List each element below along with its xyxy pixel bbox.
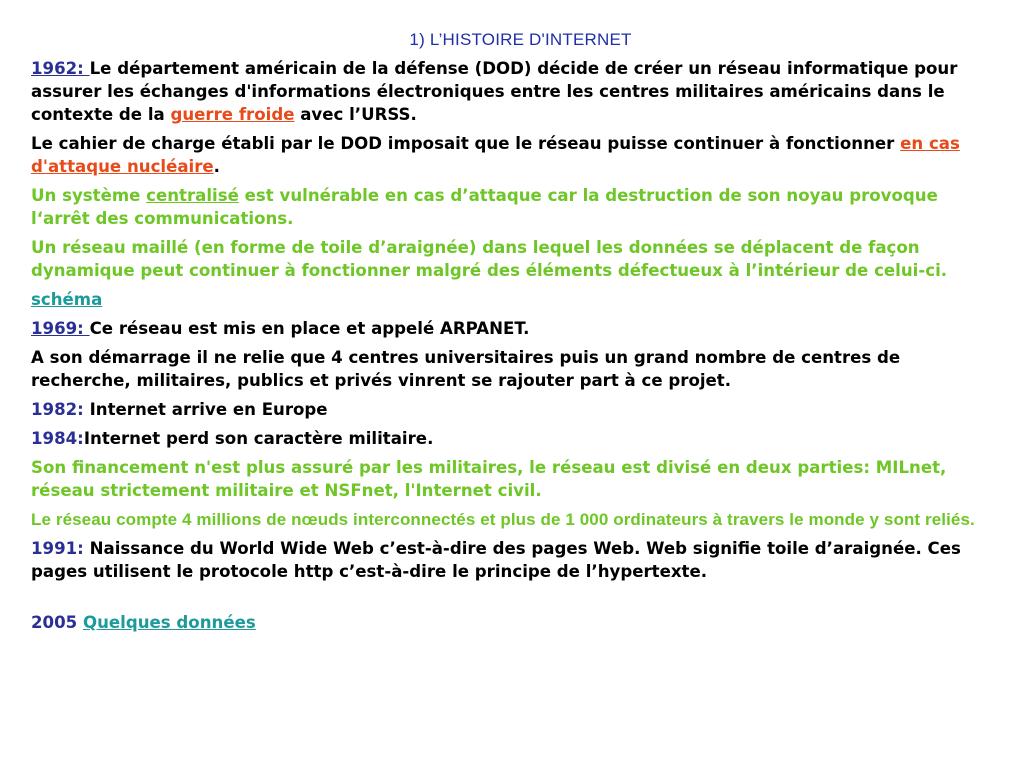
attaque-nucleaire-link[interactable]: en cas d'attaque nucléaire	[31, 134, 960, 176]
paragraph-1962	[31, 57, 996, 126]
year-1984: 1984:	[31, 429, 84, 448]
paragraph-systeme-centralise	[31, 184, 996, 230]
paragraph-1984-text: Internet perd son caractère militaire.	[83, 429, 434, 448]
year-1991: 1991:	[31, 539, 90, 558]
paragraph-1962-text-a: Le département américain de la défense (DOD) décide de créer un réseau informatique pour assurer les échanges d'informations électroniques entre les centres militaires américains dans le contexte de la	[31, 59, 958, 124]
quelques-donnees-link[interactable]: Quelques données	[82, 613, 256, 632]
paragraph-reseau-maille: Un réseau maillé (en forme de toile d’araignée) dans lequel les données se déplacent de façon dynamique peut continuer à fonctionner malgré des éléments défectueux à l’intérieur de celui-ci.	[31, 238, 948, 280]
year-1969-link[interactable]: 1969:	[31, 319, 90, 338]
paragraph-centralise-text-a: Un système	[31, 186, 147, 205]
paragraph-schema	[31, 288, 996, 311]
slide	[31, 0, 996, 640]
paragraph-demarrage: A son démarrage il ne relie que 4 centres universitaires puis un grand nombre de centres de recherche, militaires, publics et privés vinrent se rajouter part à ce projet.	[31, 348, 901, 390]
centralise-link[interactable]: centralisé	[146, 186, 239, 205]
paragraph-1982-text: Internet arrive en Europe	[89, 400, 328, 419]
paragraph-2005	[31, 611, 996, 634]
year-1982: 1982:	[31, 400, 90, 419]
paragraph-1991	[31, 537, 996, 583]
spacer	[31, 589, 996, 611]
paragraph-1991-text: Naissance du World Wide Web c’est-à-dire des pages Web. Web signifie toile d’araignée. Ces pages utilisent le protocole http c’est-à-dire le principe de l’hypertexte.	[31, 539, 961, 581]
schema-link[interactable]: schéma	[31, 290, 103, 309]
paragraph-centralise-text-b: est vulnérable en cas d’attaque car la destruction de son noyau provoque l‘arrêt des communications.	[31, 186, 938, 228]
year-1962-link[interactable]: 1962:	[31, 59, 90, 78]
paragraph-1962-text-b: avec l’URSS.	[294, 105, 417, 124]
paragraph-cahier-charge	[31, 132, 996, 178]
paragraph-cahier-text-a: Le cahier de charge établi par le DOD imposait que le réseau puisse continuer à fonctionner	[31, 134, 901, 153]
year-2005: 2005	[31, 613, 83, 632]
paragraph-financement: Son financement n'est plus assuré par les militaires, le réseau est divisé en deux parties: MILnet, réseau strictement militaire et NSFnet, l'Internet civil.	[31, 458, 947, 500]
paragraph-noeuds: Le réseau compte 4 millions de nœuds interconnectés et plus de 1 000 ordinateurs à travers le monde y sont reliés.	[31, 510, 975, 529]
page-title: 1) L’HISTOIRE D'INTERNET	[409, 30, 632, 49]
paragraph-1969-text: Ce réseau est mis en place et appelé ARPANET.	[89, 319, 530, 338]
paragraph-1982	[31, 398, 996, 421]
paragraph-1969	[31, 317, 996, 340]
guerre-froide-link[interactable]: guerre froide	[170, 105, 295, 124]
paragraph-1984	[31, 427, 996, 450]
paragraph-cahier-text-b: .	[213, 157, 220, 176]
